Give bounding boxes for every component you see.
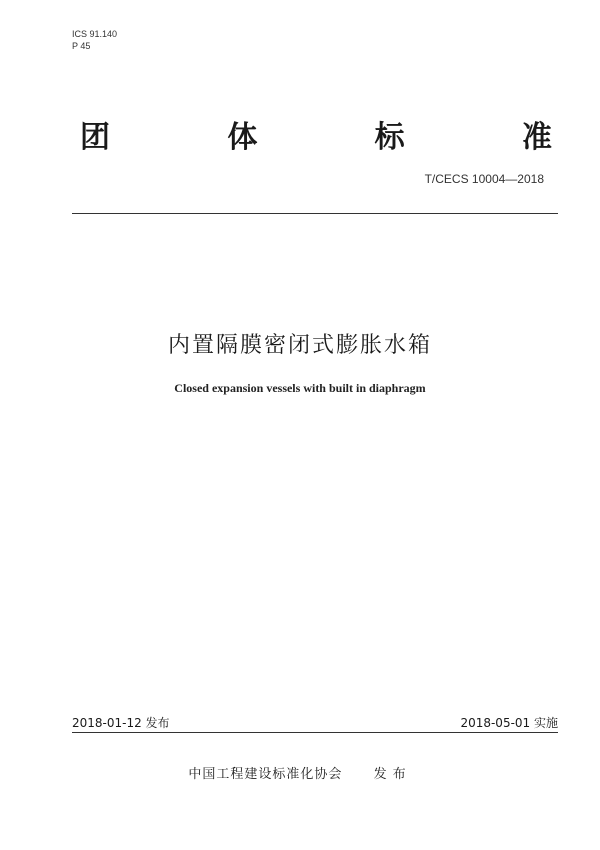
ics-code: ICS 91.140 bbox=[72, 29, 118, 39]
doc-type-char: 团 bbox=[80, 120, 110, 155]
doc-type-char: 体 bbox=[227, 120, 258, 155]
bottom-divider bbox=[72, 732, 558, 733]
title-english: Closed expansion vessels with built in diaphragm bbox=[174, 381, 426, 395]
publisher-line bbox=[0, 763, 600, 782]
implementation-date: 2018-05-01 实施 bbox=[460, 716, 558, 730]
doc-type-char: 准 bbox=[521, 120, 552, 155]
doc-type-char: 标 bbox=[374, 120, 405, 155]
publish-action: 发布 bbox=[373, 767, 412, 782]
class-code: P 45 bbox=[72, 41, 91, 51]
standard-number: T/CECS 10004—2018 bbox=[424, 172, 544, 186]
issue-date: 2018-01-12 发布 bbox=[72, 716, 170, 730]
document-type-heading bbox=[80, 112, 552, 156]
top-divider bbox=[72, 213, 558, 214]
title-chinese: 内置隔膜密闭式膨胀水箱 bbox=[167, 333, 432, 358]
publisher-name: 中国工程建设标准化协会 bbox=[188, 767, 343, 782]
classification-codes bbox=[72, 28, 117, 52]
